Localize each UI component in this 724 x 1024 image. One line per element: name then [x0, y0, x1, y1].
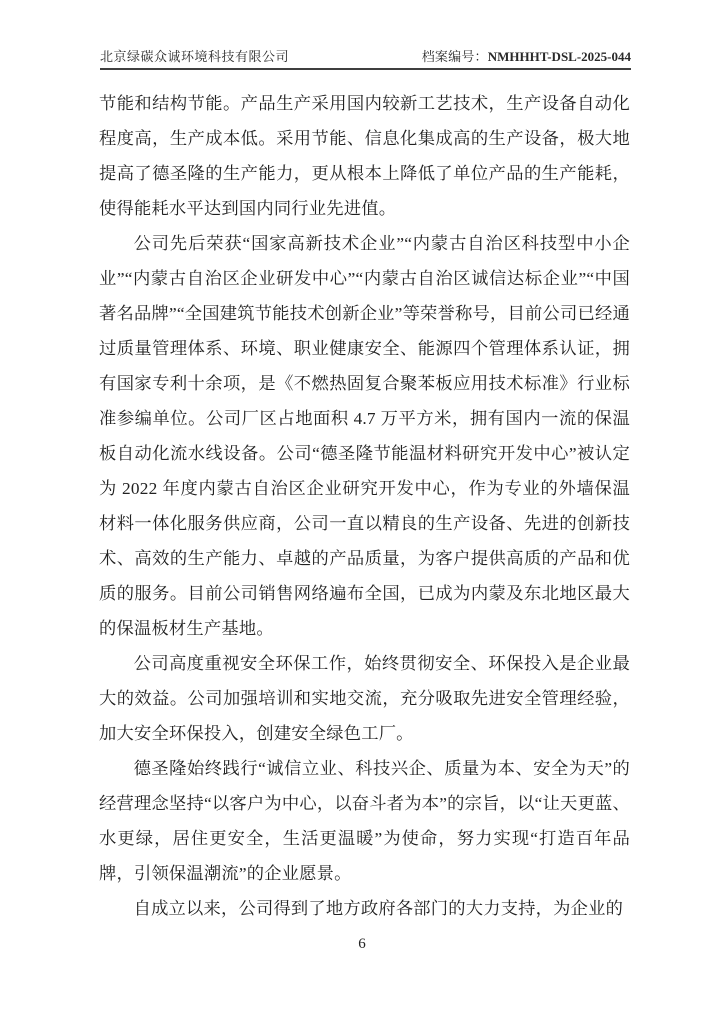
body-paragraph: 自成立以来，公司得到了地方政府各部门的大力支持，为企业的 [133, 899, 624, 918]
page-footer [0, 936, 724, 953]
body-paragraph: 节能和结构节能。产品生产采用国内较新工艺技术，生产设备自动化程度高，生产成本低。采用节能、信息化集成高的生产设备，极大地提高了德圣隆的生产能力，更从根本上降低了单位产品的生产能耗，使得能耗水平达到国内同行业先进值。 [99, 94, 630, 218]
archive-number-label: 档案编号： [421, 49, 488, 64]
document-body [99, 86, 630, 926]
archive-number-value: NMHHHT-DSL-2025-044 [487, 49, 631, 64]
archive-number [422, 46, 631, 65]
header-company-name: 北京绿碳众诚环境科技有限公司 [100, 49, 290, 64]
body-paragraph: 德圣隆始终践行“诚信立业、科技兴企、质量为本、安全为天”的经营理念坚持“以客户为中心，以奋斗者为本”的宗旨，以“让天更蓝、水更绿，居住更安全，生活更温暖”为使命，努力实现“打造百年品牌，引领保温潮流”的企业愿景。 [99, 759, 630, 883]
page-number: 6 [358, 936, 366, 952]
body-paragraph: 公司先后荣获“国家高新技术企业”“内蒙古自治区科技型中小企业”“内蒙古自治区企业研发中心”“内蒙古自治区诚信达标企业”“中国著名品牌”“全国建筑节能技术创新企业”等荣誉称号，目前公司已经通过质量管理体系、环境、职业健康安全、能源四个管理体系认证，拥有国家专利十余项，是《不燃热固复合聚苯板应用技术标准》行业标准参编单位。公司厂区占地面积 4.7 万平方米，拥有国内一流的保温板自动化流水线设备。公司“德圣隆节能温材料研究开发中心”被认定为 2022 年度内蒙古自治区企业研究开发中心，作为专业的外墙保温材料一体化服务供应商，公司一直以精良的生产设备、先进的创新技术、高效的生产能力、卓越的产品质量，为客户提供高质的产品和优质的服务。目前公司销售网络遍布全国，已成为内蒙及东北地区最大的保温板材生产基地。 [99, 234, 630, 638]
page-header [100, 46, 631, 65]
body-paragraph: 公司高度重视安全环保工作，始终贯彻安全、环保投入是企业最大的效益。公司加强培训和实地交流，充分吸取先进安全管理经验，加大安全环保投入，创建安全绿色工厂。 [99, 654, 630, 743]
header-divider [100, 68, 631, 70]
